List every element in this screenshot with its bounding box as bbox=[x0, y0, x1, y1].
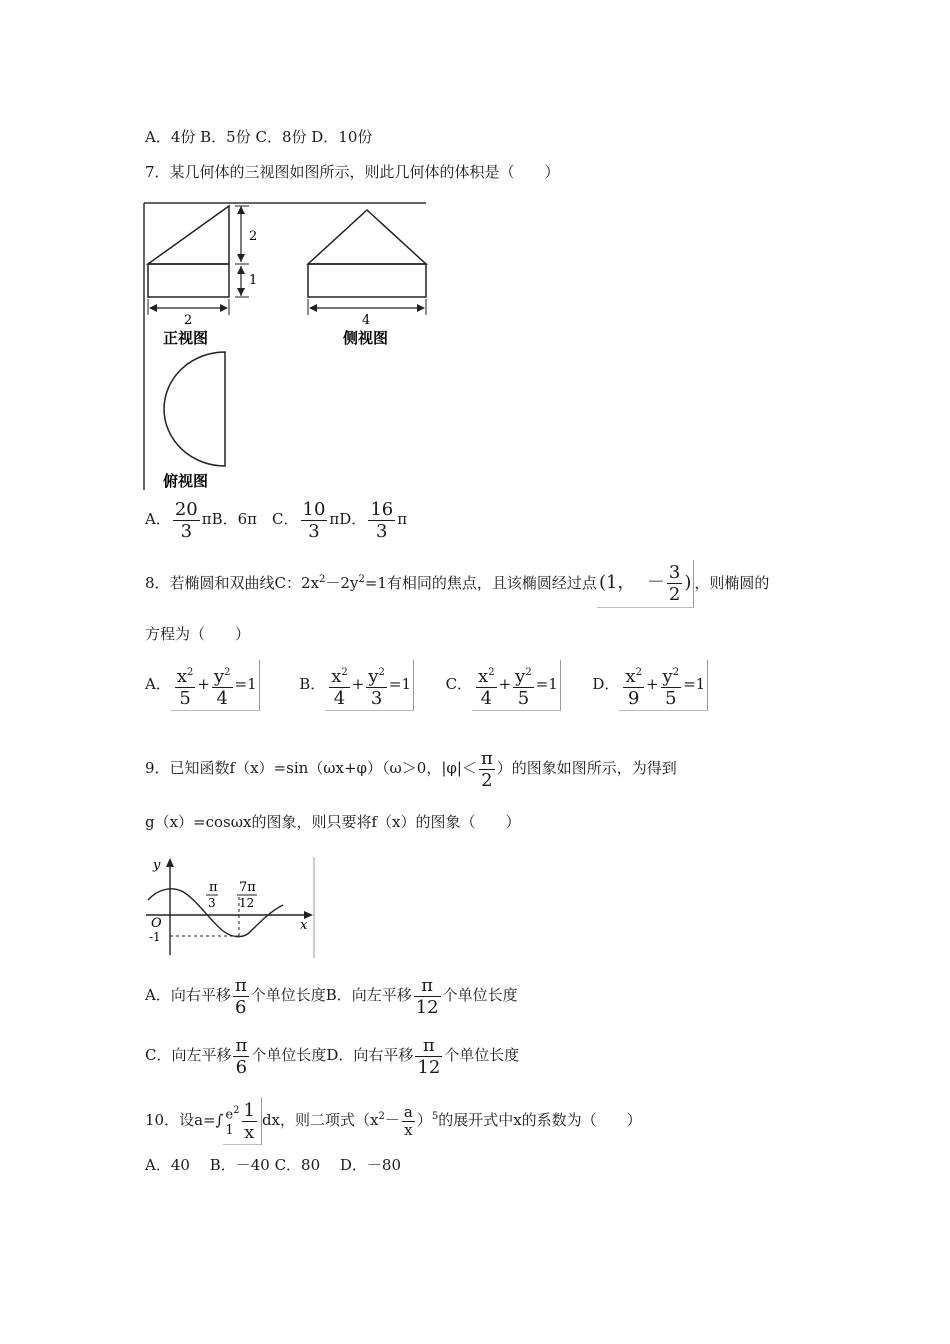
origin-label: O bbox=[151, 916, 162, 931]
q8-stem-line2: 方程为（ ） bbox=[145, 625, 251, 643]
dim-label-side: 4 bbox=[362, 313, 371, 328]
q10-options: A．40 B．－40 C．80 D．－80 bbox=[145, 1156, 402, 1174]
q10-stem: 10．设a=∫ $e^2$ 1 $\frac{1}{x}$ dx，则二项式（$x^2-$ $\frac{a}{x}$ ）$^5$的展开式中x的系数为（ ） bbox=[145, 1094, 642, 1145]
neg-one-label: -1 bbox=[149, 930, 161, 944]
q7-stem: 7．某几何体的三视图如图所示，则此几何体的体积是（ ） bbox=[145, 163, 560, 181]
q9-options-ab: A．向右平移 $\frac{\pi}{6}$ 个单位长度B．向左平移 $\frac{\pi}{12}$ 个单位长度 bbox=[145, 974, 518, 1018]
top-view-label: 俯视图 bbox=[163, 472, 209, 490]
option-b-text: πB．6π C． bbox=[201, 510, 299, 528]
q8-option-a: A． $\frac{x^2}{5}$ + $\frac{y^2}{4}$ =1 bbox=[145, 675, 260, 693]
x-axis-label: x bbox=[300, 918, 308, 933]
point-expression: (1， － $\frac{3}{2}$ ) bbox=[597, 560, 694, 608]
q7-three-view-figure bbox=[143, 200, 428, 492]
tick-7pi-over-12-den: 12 bbox=[239, 896, 255, 910]
q7-options: A． $\frac{20}{3}$ πB．6π C． $\frac{10}{3}$ πD． $\frac{16}{3}$ π bbox=[145, 498, 408, 542]
q8-option-d: D． $\frac{x^2}{9}$ + $\frac{y^2}{5}$ =1 bbox=[592, 675, 708, 693]
q9-stem-line2: g（x）=cosωx的图象，则只要将f（x）的图象（ ） bbox=[145, 813, 521, 831]
y-axis-label: y bbox=[153, 858, 161, 873]
tick-pi-over-3-den: 3 bbox=[208, 896, 216, 910]
q6-options: A．4份 B．5份 C．8份 D．10份 bbox=[145, 128, 373, 146]
front-view-label: 正视图 bbox=[163, 329, 209, 347]
option-d-fraction: $\frac{16}{3}$ bbox=[370, 498, 394, 542]
q9-options-cd: C．向左平移 $\frac{\pi}{6}$ 个单位长度D．向右平移 $\frac{\pi}{12}$ 个单位长度 bbox=[145, 1034, 520, 1078]
tick-7pi-over-12-num: 7π bbox=[239, 880, 256, 895]
option-d-label: πD． bbox=[329, 510, 367, 528]
sine-graph-svg bbox=[143, 855, 318, 960]
dim-label-width: 2 bbox=[184, 313, 193, 328]
q9-sine-graph bbox=[143, 855, 318, 960]
q8-option-c: C． $\frac{x^2}{4}$ + $\frac{y^2}{5}$ =1 bbox=[446, 675, 561, 693]
q9-stem: 9．已知函数f（x）=sin（ωx+φ）（ω＞0，|φ|＜ $\frac{\pi}{2}$ ）的图象如图所示，为得到 bbox=[145, 747, 677, 791]
option-a-fraction: $\frac{20}{3}$ bbox=[174, 498, 198, 542]
q8-options bbox=[145, 660, 708, 711]
tick-pi-over-3-num: π bbox=[209, 880, 218, 895]
q8-option-b: B． $\frac{x^2}{4}$ + $\frac{y^2}{3}$ =1 bbox=[299, 675, 414, 693]
three-view-diagram bbox=[143, 200, 428, 492]
option-c-fraction: $\frac{10}{3}$ bbox=[302, 498, 326, 542]
option-a-label: A． bbox=[145, 510, 171, 528]
side-view-label: 侧视图 bbox=[343, 329, 389, 347]
dim-label-2: 2 bbox=[249, 229, 258, 244]
dim-label-1: 1 bbox=[249, 273, 258, 288]
q8-stem: 8．若椭圆和双曲线C：$2x^2-2y^2=1$有相同的焦点，且该椭圆经过点 (1， － $\frac{3}{2}$ ) ，则椭圆的 bbox=[145, 557, 769, 608]
